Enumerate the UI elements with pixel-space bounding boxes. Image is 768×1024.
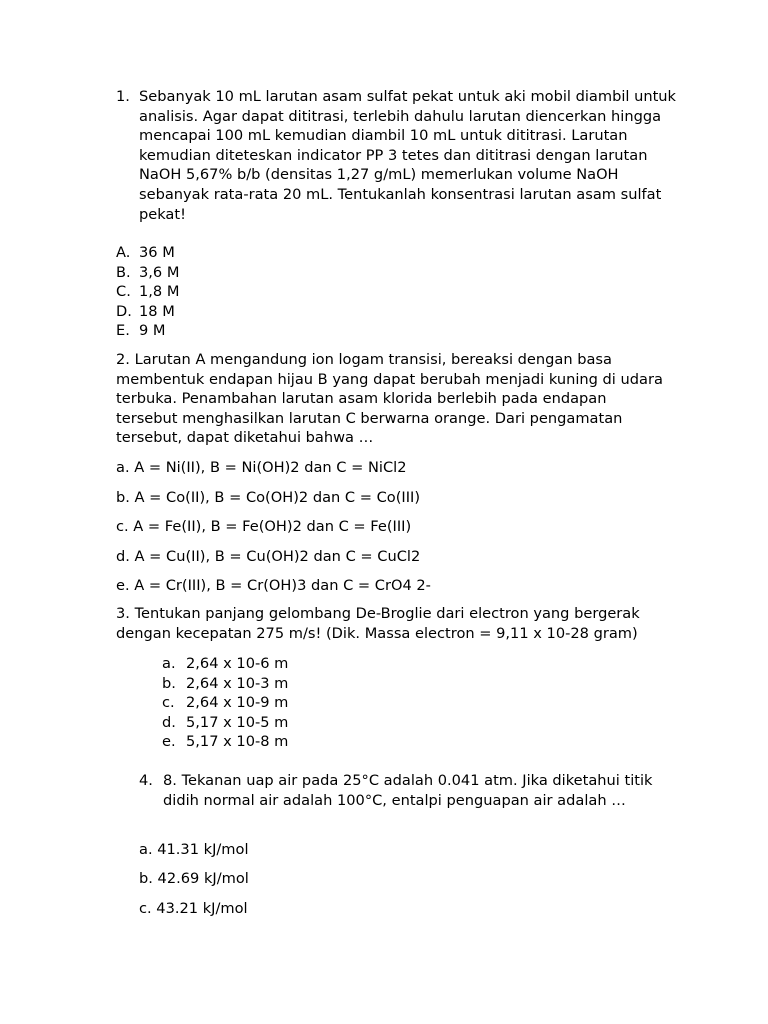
option-text: 2,64 x 10-9 m [186, 694, 289, 712]
question-1-stem [116, 87, 676, 224]
question-3-option-d [162, 713, 462, 733]
question-2-option-c: c. A = Fe(II), B = Fe(OH)2 dan C = Fe(III) [116, 518, 412, 535]
question-4 [139, 771, 659, 810]
question-3-options [162, 654, 462, 752]
option-letter: A. [116, 244, 131, 261]
question-4-option-c: c. 43.21 kJ/mol [139, 900, 248, 917]
question-3-text: 3. Tentukan panjang gelombang De-Broglie dari electron yang bergerak dengan kecepatan 275 m/s! (Dik. Massa electron = 9,11 x 10-28 gram) [116, 605, 640, 642]
question-3-option-a [162, 654, 462, 674]
question-1-option-e [116, 321, 416, 341]
question-4-number: 4. [139, 772, 153, 789]
option-text: 5,17 x 10-5 m [186, 713, 289, 731]
question-4-stem [139, 771, 659, 810]
question-1-option-d [116, 302, 416, 322]
question-3-option-e [162, 732, 462, 752]
option-text: 5,17 x 10-8 m [186, 733, 289, 751]
option-letter: c. [162, 694, 175, 712]
option-letter: b. [162, 674, 176, 692]
question-4-option-b: b. 42.69 kJ/mol [139, 870, 249, 887]
question-1-text: Sebanyak 10 mL larutan asam sulfat pekat untuk aki mobil diambil untuk analisis. Agar dapat dititrasi, terlebih dahulu larutan diencerkan hingga mencapai 100 mL kemudian diambil 10 mL untuk dititrasi. Larutan kemudian diteteskan indicator PP 3 tetes dan dititrasi dengan larutan NaOH 5,67% b/b (densitas 1,27 g/mL) memerlukan volume NaOH sebanyak rata-rata 20 mL. Tentukanlah konsentrasi larutan asam sulfat pekat! [139, 88, 677, 223]
option-letter: e. [162, 733, 176, 751]
question-4-text: 8. Tekanan uap air pada 25°C adalah 0.041 atm. Jika diketahui titik didih normal air adalah 100°C, entalpi penguapan air adalah … [163, 772, 653, 809]
question-2-option-b: b. A = Co(II), B = Co(OH)2 dan C = Co(III) [116, 489, 421, 506]
question-1 [116, 87, 676, 224]
option-text: 36 M [139, 244, 175, 261]
question-1-option-a [116, 243, 416, 263]
question-1-options [116, 243, 416, 341]
question-2-option-a: a. A = Ni(II), B = Ni(OH)2 dan C = NiCl2 [116, 459, 407, 476]
option-text: 2,64 x 10-6 m [186, 655, 289, 672]
question-4-option-a: a. 41.31 kJ/mol [139, 841, 249, 858]
question-1-option-b [116, 263, 416, 283]
option-text: 2,64 x 10-3 m [186, 674, 289, 692]
question-1-number: 1. [116, 88, 130, 105]
question-3-option-c [162, 693, 462, 713]
option-letter: a. [162, 655, 176, 672]
option-text: 9 M [139, 322, 166, 340]
option-text: 1,8 M [139, 283, 180, 301]
question-2-option-d: d. A = Cu(II), B = Cu(OH)2 dan C = CuCl2 [116, 548, 421, 565]
question-2-option-e: e. A = Cr(III), B = Cr(OH)3 dan C = CrO4 2- [116, 577, 431, 594]
option-text: 3,6 M [139, 263, 180, 281]
option-letter: d. [162, 713, 176, 731]
question-3-option-b [162, 674, 462, 694]
question-2-text: 2. Larutan A mengandung ion logam transisi, bereaksi dengan basa membentuk endapan hijau B yang dapat berubah menjadi kuning di udara terbuka. Penambahan larutan asam klorida berlebih pada endapan tersebut menghasilkan larutan C berwarna orange. Dari pengamatan tersebut, dapat diketahui bahwa … [116, 351, 663, 447]
option-letter: D. [116, 302, 132, 320]
question-1-option-c [116, 282, 416, 302]
option-letter: E. [116, 322, 130, 340]
option-text: 18 M [139, 302, 175, 320]
option-letter: B. [116, 263, 131, 281]
option-letter: C. [116, 283, 131, 301]
